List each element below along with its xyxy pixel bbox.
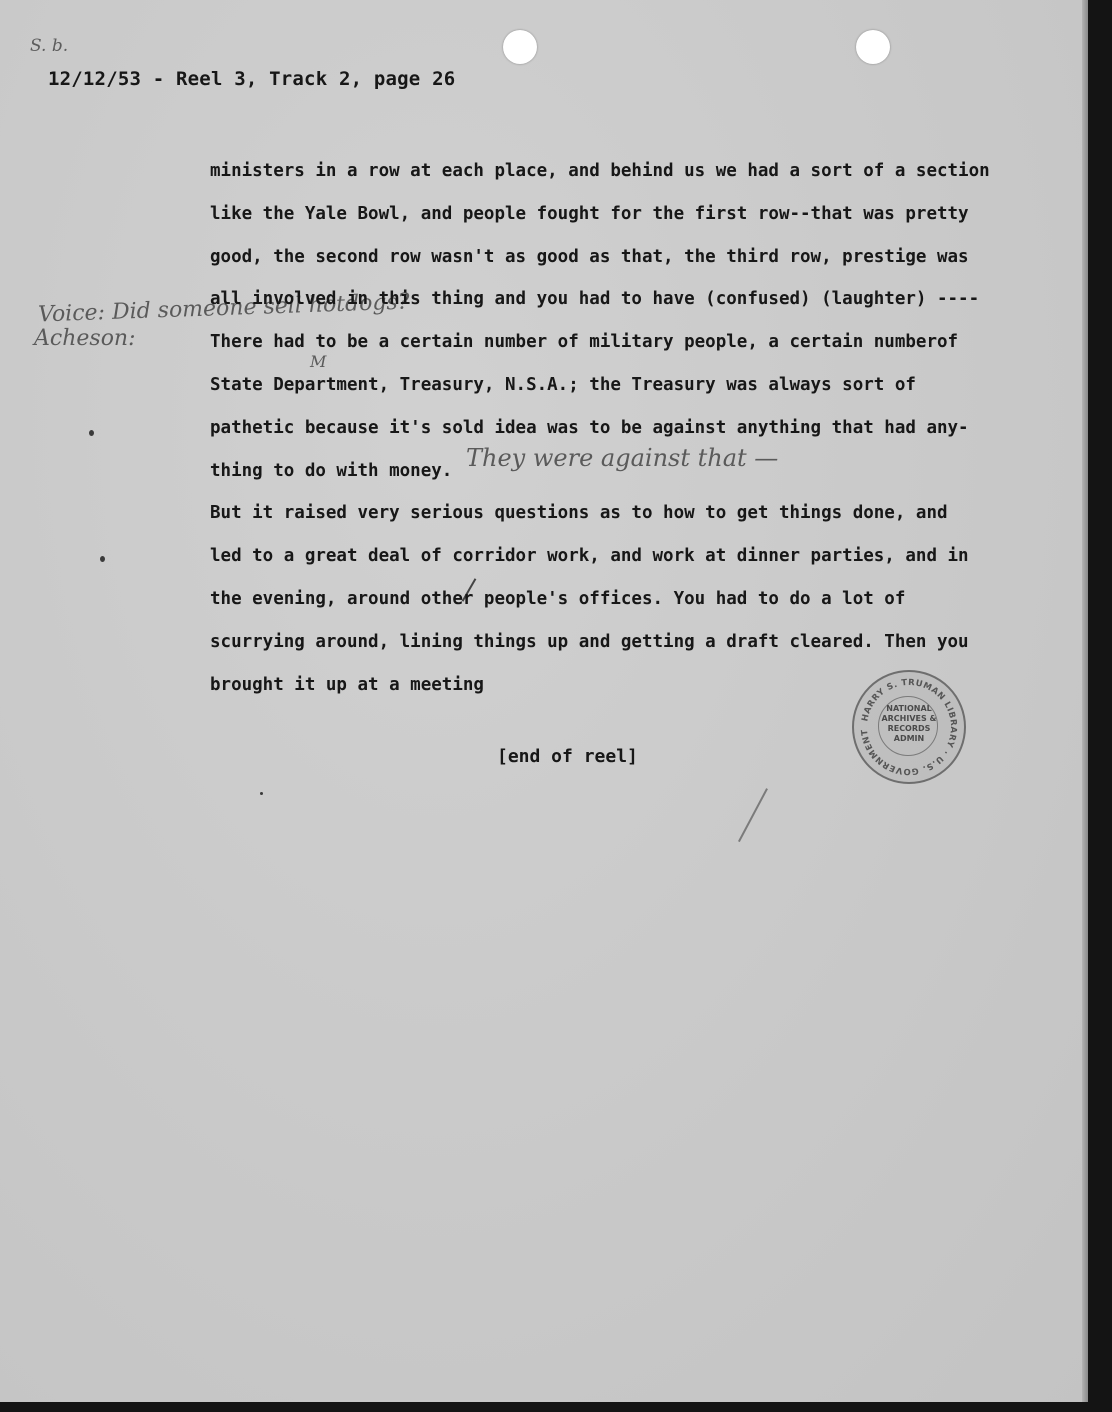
transcript-line: There had to be a certain number of military people, a certain numberof [210, 332, 959, 353]
page-edge-shadow [1082, 0, 1088, 1402]
punch-hole-left [503, 30, 537, 64]
handwritten-correction: M [310, 352, 327, 371]
end-of-reel-marker: [end of reel] [497, 746, 638, 767]
transcript-line: brought it up at a meeting [210, 674, 484, 695]
transcript-line: scurrying around, lining things up and getting a draft cleared. Then you [210, 631, 969, 652]
stray-pen-mark [738, 788, 767, 842]
archive-stamp [852, 670, 966, 784]
stamp-center-text [854, 704, 964, 744]
transcript-line: But it raised very serious questions as to how to get things done, and [210, 503, 948, 524]
transcript-line: thing to do with money. [210, 460, 453, 481]
transcript-line: pathetic because it's sold idea was to be against anything that had any- [210, 417, 969, 438]
transcript-line: like the Yale Bowl, and people fought for the first row--that was pretty [210, 203, 969, 224]
transcript-line: good, the second row wasn't as good as that, the third row, prestige was [210, 246, 969, 267]
stamp-line: NATIONAL [886, 704, 932, 713]
handwritten-speaker-note: Acheson: [34, 326, 136, 351]
corner-mark: S. b. [30, 36, 69, 56]
stamp-line: RECORDS [887, 724, 931, 733]
transcript-line: all involved in this thing and you had to have (confused) (laughter) ---- [210, 289, 980, 310]
specks [89, 430, 94, 436]
handwritten-voice-note: Voice: Did someone sell hotdogs? [37, 289, 410, 328]
transcript-body [210, 150, 1060, 706]
specks [260, 792, 263, 795]
handwritten-inline-note: They were against that — [466, 444, 779, 472]
transcript-line: led to a great deal of corridor work, and work at dinner parties, and in [210, 546, 969, 567]
punch-hole-right [856, 30, 890, 64]
stamp-line: ARCHIVES & [881, 714, 937, 723]
transcript-line: State Department, Treasury, N.S.A.; the Treasury was always sort of [210, 374, 916, 395]
stamp-ring-label: HARRY S. TRUMAN LIBRARY · U.S. GOVERNMENT [859, 677, 959, 777]
stamp-line: ADMIN [893, 734, 925, 743]
specks [100, 556, 105, 562]
transcript-line: ministers in a row at each place, and behind us we had a sort of a section [210, 161, 990, 181]
page-header: 12/12/53 - Reel 3, Track 2, page 26 [48, 68, 456, 90]
transcript-line: the evening, around other people's offices. You had to do a lot of [210, 588, 906, 609]
